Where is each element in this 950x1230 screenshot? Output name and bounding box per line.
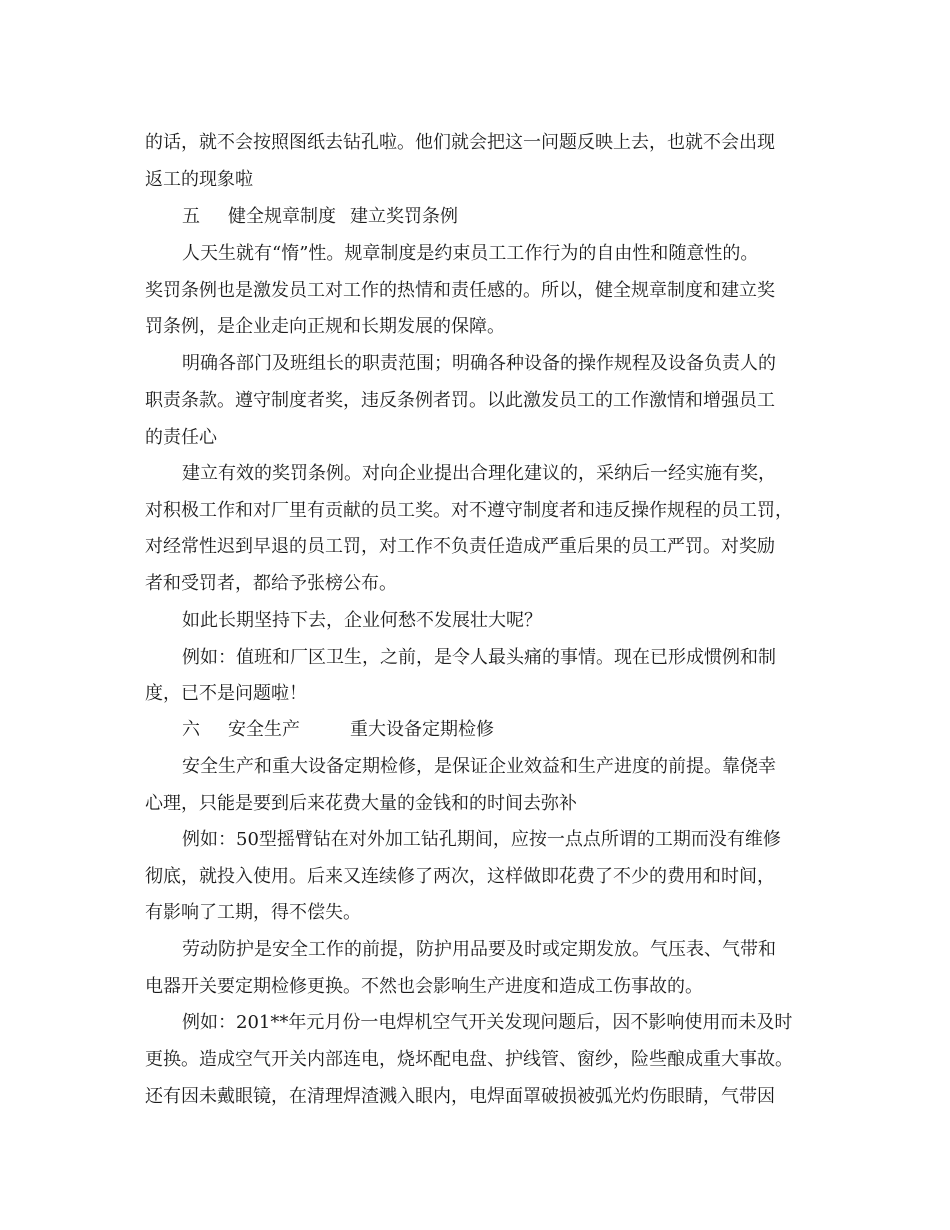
paragraph-line: 度，已不是问题啦！ [145, 683, 307, 704]
section-number: 五 [182, 206, 200, 227]
paragraph-line: 的话，就不会按照图纸去钻孔啦。他们就会把这一问题反映上去，也就不会出现 [145, 132, 775, 153]
paragraph-line: 的责任心 [145, 427, 217, 448]
paragraph-line: 劳动防护是安全工作的前提，防护用品要及时或定期发放。气压表、气带和 [182, 939, 776, 960]
paragraph-line: 奖罚条例也是激发员工对工作的热情和责任感的。所以，健全规章制度和建立奖 [145, 280, 775, 301]
paragraph-line: 例如：50型摇臂钻在对外加工钻孔期间，应按一点点所谓的工期而没有维修 [182, 829, 781, 850]
paragraph-line: 例如：值班和厂区卫生，之前，是令人最头痛的事情。现在已形成惯例和制 [182, 647, 776, 668]
paragraph-line: 职责条款。遵守制度者奖，违反条例者罚。以此激发员工的工作激情和增强员工 [145, 390, 775, 411]
paragraph-line: 安全生产和重大设备定期检修，是保证企业效益和生产进度的前提。靠侥幸 [182, 756, 776, 777]
paragraph-line: 对积极工作和对厂里有贡献的员工奖。对不遵守制度者和违反操作规程的员工罚， [145, 500, 793, 521]
paragraph-line: 还有因未戴眼镜，在清理焊渣溅入眼内，电焊面罩破损被弧光灼伤眼睛，气带因 [145, 1086, 775, 1107]
section-title-part2: 重大设备定期检修 [350, 719, 494, 740]
section-heading-6 [182, 718, 494, 742]
paragraph-line: 有影响了工期，得不偿失。 [145, 902, 361, 923]
paragraph-line: 更换。造成空气开关内部连电，烧坏配电盘、护线管、窗纱，险些酿成重大事故。 [145, 1049, 793, 1070]
paragraph-line: 如此长期坚持下去，企业何愁不发展壮大呢？ [182, 610, 542, 631]
paragraph-line: 罚条例，是企业走向正规和长期发展的保障。 [145, 316, 505, 337]
section-title-part1: 安全生产 [228, 719, 300, 740]
paragraph-line: 例如：201**年元月份一电焊机空气开关发现问题后，因不影响使用而未及时 [182, 1012, 793, 1033]
section-heading-5 [182, 205, 458, 229]
paragraph-line: 对经常性迟到早退的员工罚，对工作不负责任造成严重后果的员工严罚。对奖励 [145, 536, 775, 557]
paragraph-line: 彻底，就投入使用。后来又连续修了两次，这样做即花费了不少的费用和时间， [145, 866, 775, 887]
paragraph-line: 电器开关要定期检修更换。不然也会影响生产进度和造成工伤事故的。 [145, 976, 703, 997]
paragraph-line: 建立有效的奖罚条例。对向企业提出合理化建议的，采纳后一经实施有奖， [182, 463, 776, 484]
section-title-part1: 健全规章制度 [228, 206, 336, 227]
section-title-part2: 建立奖罚条例 [350, 206, 458, 227]
paragraph-line: 人天生就有“惰”性。规章制度是约束员工工作行为的自由性和随意性的。 [182, 243, 759, 264]
paragraph-line: 返工的现象啦 [145, 169, 253, 190]
paragraph-line: 心理，只能是要到后来花费大量的金钱和的时间去弥补 [145, 793, 577, 814]
paragraph-line: 明确各部门及班组长的职责范围；明确各种设备的操作规程及设备负责人的 [182, 353, 776, 374]
paragraph-line: 者和受罚者，都给予张榜公布。 [145, 573, 397, 594]
section-number: 六 [182, 719, 200, 740]
